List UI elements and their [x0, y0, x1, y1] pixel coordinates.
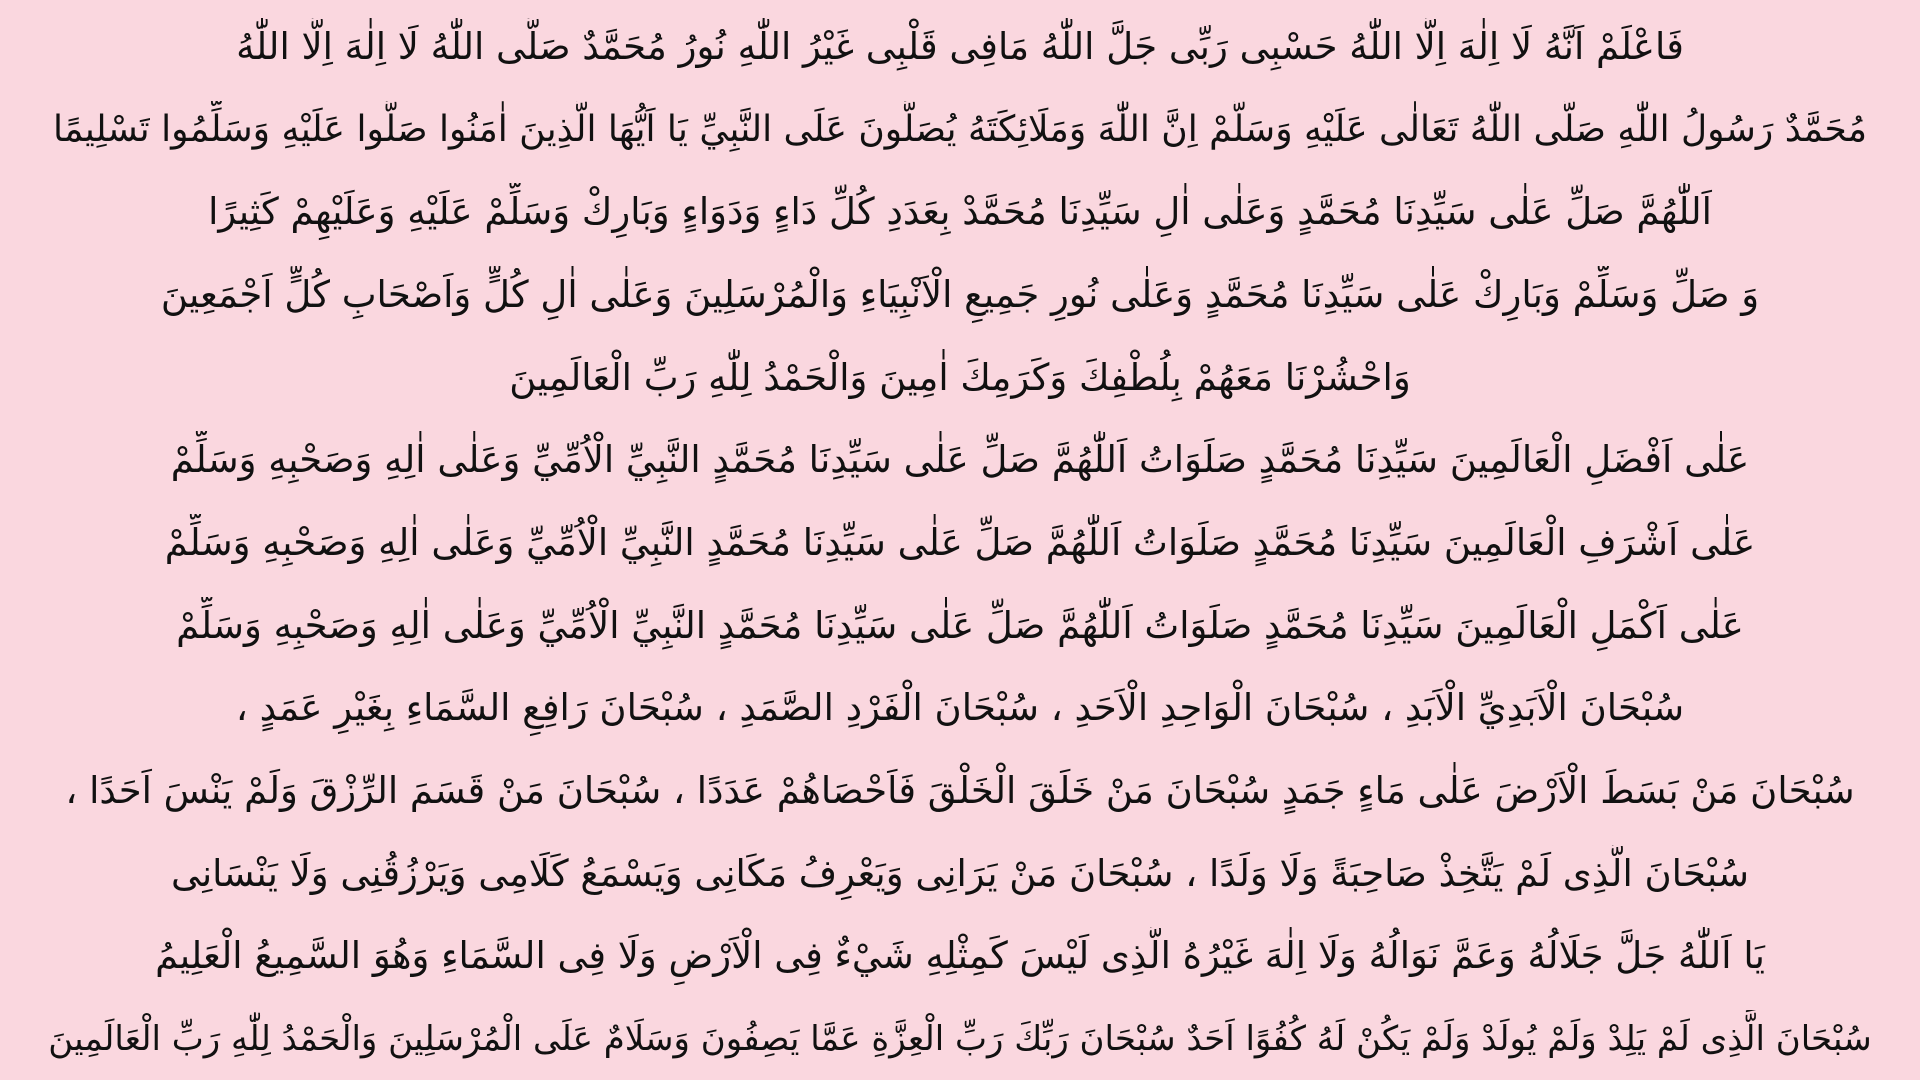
text-line-6: عَلٰى اَفْضَلِ الْعَالَمِينَ سَيِّدِنَا مُحَمَّدٍ صَلَوَاتُ اَللّٰهُمَّ صَلِّ عَلٰى سَيِّدِنَا مُحَمَّدٍ النَّبِيِّ الْاُمِّيِّ وَعَلٰى اٰلِهِ وَصَحْبِهِ وَسَلِّمْ	[170, 438, 1750, 482]
text-line-5: وَاحْشُرْنَا مَعَهُمْ بِلُطْفِكَ وَكَرَمِكَ اٰمِينَ وَالْحَمْدُ لِلّٰهِ رَبِّ الْعَالَمِينَ	[509, 355, 1411, 399]
text-line-9: سُبْحَانَ الْاَبَدِيِّ الْاَبَدِ ، سُبْحَانَ الْوَاحِدِ الْاَحَدِ ، سُبْحَانَ الْفَرْدِ الصَّمَدِ ، سُبْحَانَ رَافِعِ السَّمَاءِ بِغَيْرِ عَمَدٍ ،	[235, 686, 1685, 730]
text-line-3: اَللّٰهُمَّ صَلِّ عَلٰى سَيِّدِنَا مُحَمَّدٍ وَعَلٰى اٰلِ سَيِّدِنَا مُحَمَّدْ بِعَدَدِ كُلِّ دَاءٍ وَدَوَاءٍ وَبَارِكْ وَسَلِّمْ عَلَيْهِ وَعَلَيْهِمْ كَثِيرًا	[208, 190, 1712, 234]
text-line-11: سُبْحَانَ الَّذِى لَمْ يَتَّخِذْ صَاحِبَةً وَلَا وَلَدًا ، سُبْحَانَ مَنْ يَرَانِى وَيَعْرِفُ مَكَانِى وَيَسْمَعُ كَلَامِى وَيَرْزُقُنِى وَلَا يَنْسَانِى	[170, 851, 1749, 895]
text-line-7: عَلٰى اَشْرَفِ الْعَالَمِينَ سَيِّدِنَا مُحَمَّدٍ صَلَوَاتُ اَللّٰهُمَّ صَلِّ عَلٰى سَيِّدِنَا مُحَمَّدٍ النَّبِيِّ الْاُمِّيِّ وَعَلٰى اٰلِهِ وَصَحْبِهِ وَسَلِّمْ	[164, 520, 1756, 564]
text-line-8: عَلٰى اَكْمَلِ الْعَالَمِينَ سَيِّدِنَا مُحَمَّدٍ صَلَوَاتُ اَللّٰهُمَّ صَلِّ عَلٰى سَيِّدِنَا مُحَمَّدٍ النَّبِيِّ الْاُمِّيِّ وَعَلٰى اٰلِهِ وَصَحْبِهِ وَسَلِّمْ	[176, 603, 1744, 647]
text-line-12: يَا اَللّٰهُ جَلَّ جَلَالُهُ وَعَمَّ نَوَالُهُ وَلَا اِلٰهَ غَيْرُهُ الَّذِى لَيْسَ كَمِثْلِهِ شَيْءٌ فِى الْاَرْضِ وَلَا فِى السَّمَاءِ وَهُوَ السَّمِيعُ الْعَلِيمُ	[155, 934, 1765, 978]
text-line-4: وَ صَلِّ وَسَلِّمْ وَبَارِكْ عَلٰى سَيِّدِنَا مُحَمَّدٍ وَعَلٰى نُورِ جَمِيعِ الْاَنْبِيَاءِ وَالْمُرْسَلِينَ وَعَلٰى اٰلِ كُلٍّ وَاَصْحَابِ كُلٍّ اَجْمَعِينَ	[160, 272, 1760, 316]
text-line-13: سُبْحَانَ الَّذِى لَمْ يَلِدْ وَلَمْ يُولَدْ وَلَمْ يَكُنْ لَهُ كُفُوًا اَحَدٌ سُبْحَانَ رَبِّكَ رَبِّ الْعِزَّةِ عَمَّا يَصِفُونَ وَسَلَامٌ عَلَى الْمُرْسَلِينَ وَالْحَمْدُ لِلّٰهِ رَبِّ الْعَالَمِينَ	[48, 1018, 1872, 1059]
text-line-2: مُحَمَّدٌ رَسُولُ اللّٰهِ صَلَّى اللّٰهُ تَعَالٰى عَلَيْهِ وَسَلَّمْ اِنَّ اللّٰهَ وَمَلَائِكَتَهُ يُصَلُّونَ عَلَى النَّبِيِّ يَا اَيُّهَا الَّذِينَ اٰمَنُوا صَلُّوا عَلَيْهِ وَسَلِّمُوا تَسْلِيمًا	[52, 108, 1867, 150]
text-line-1: فَاعْلَمْ اَنَّهُ لَا اِلٰهَ اِلَّا اللّٰهُ حَسْبِى رَبِّى جَلَّ اللّٰهُ مَافِى قَلْبِى غَيْرُ اللّٰهِ نُورُ مُحَمَّدٌ صَلَّى اللّٰهُ لَا اِلٰهَ اِلَّا اللّٰهُ	[236, 25, 1684, 68]
text-line-10: سُبْحَانَ مَنْ بَسَطَ الْاَرْضَ عَلٰى مَاءٍ جَمَدٍ سُبْحَانَ مَنْ خَلَقَ الْخَلْقَ فَاَحْصَاهُمْ عَدَدًا ، سُبْحَانَ مَنْ قَسَمَ الرِّزْقَ وَلَمْ يَنْسَ اَحَدًا ،	[65, 768, 1855, 812]
